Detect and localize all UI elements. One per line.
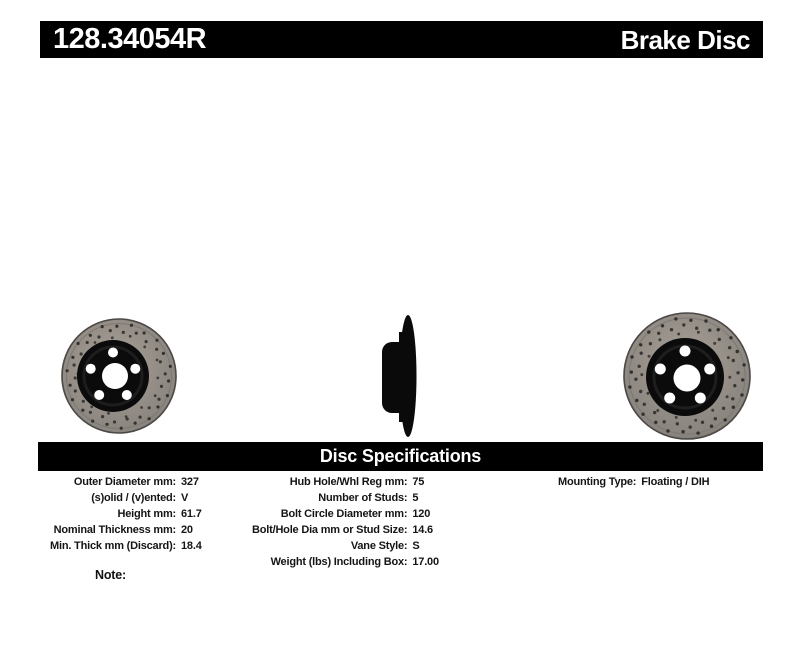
part-number: 128.34054R (53, 23, 207, 55)
spec-value: S (412, 540, 420, 552)
spec-value: 18.4 (181, 540, 202, 552)
spec-label: Min. Thick mm (Discard): (50, 540, 176, 552)
spec-title-bar (38, 442, 763, 471)
rotor-side-profile-image (375, 310, 425, 445)
product-type-title: Brake Disc (620, 24, 750, 55)
spec-value: 20 (181, 524, 193, 536)
note-label: Note: (95, 568, 126, 582)
spec-value: 17.00 (412, 556, 439, 568)
spec-label: Weight (lbs) Including Box: (270, 556, 408, 568)
spec-value: Floating / DIH (641, 476, 710, 488)
spec-label: Vane Style: (350, 540, 408, 552)
spec-label: Number of Studs: (318, 492, 408, 504)
spec-label: Height mm: (117, 508, 176, 520)
spec-value: V (181, 492, 189, 504)
spec-label: Mounting Type: (558, 476, 637, 488)
spec-label: Outer Diameter mm: (73, 476, 176, 488)
spec-label: Nominal Thickness mm: (53, 524, 176, 536)
spec-value: 75 (412, 476, 425, 488)
drilled-rotor-front-image (49, 306, 189, 446)
spec-column-middle (252, 474, 439, 570)
spec-label: (s)olid / (v)ented: (91, 492, 176, 504)
spec-column-left (50, 474, 202, 554)
spec-column-right (558, 474, 709, 490)
header-bar (40, 21, 763, 58)
spec-value: 5 (412, 492, 419, 504)
spec-label: Hub Hole/Whl Reg mm: (289, 476, 408, 488)
drilled-rotor-angle-image (611, 300, 763, 452)
spec-value: 61.7 (181, 508, 202, 520)
spec-value: 327 (181, 476, 199, 488)
spec-title: Disc Specifications (319, 446, 482, 466)
spec-label: Bolt/Hole Dia mm or Stud Size: (252, 524, 408, 536)
spec-label: Bolt Circle Diameter mm: (280, 508, 408, 520)
spec-value: 14.6 (412, 524, 433, 536)
spec-value: 120 (412, 508, 431, 520)
